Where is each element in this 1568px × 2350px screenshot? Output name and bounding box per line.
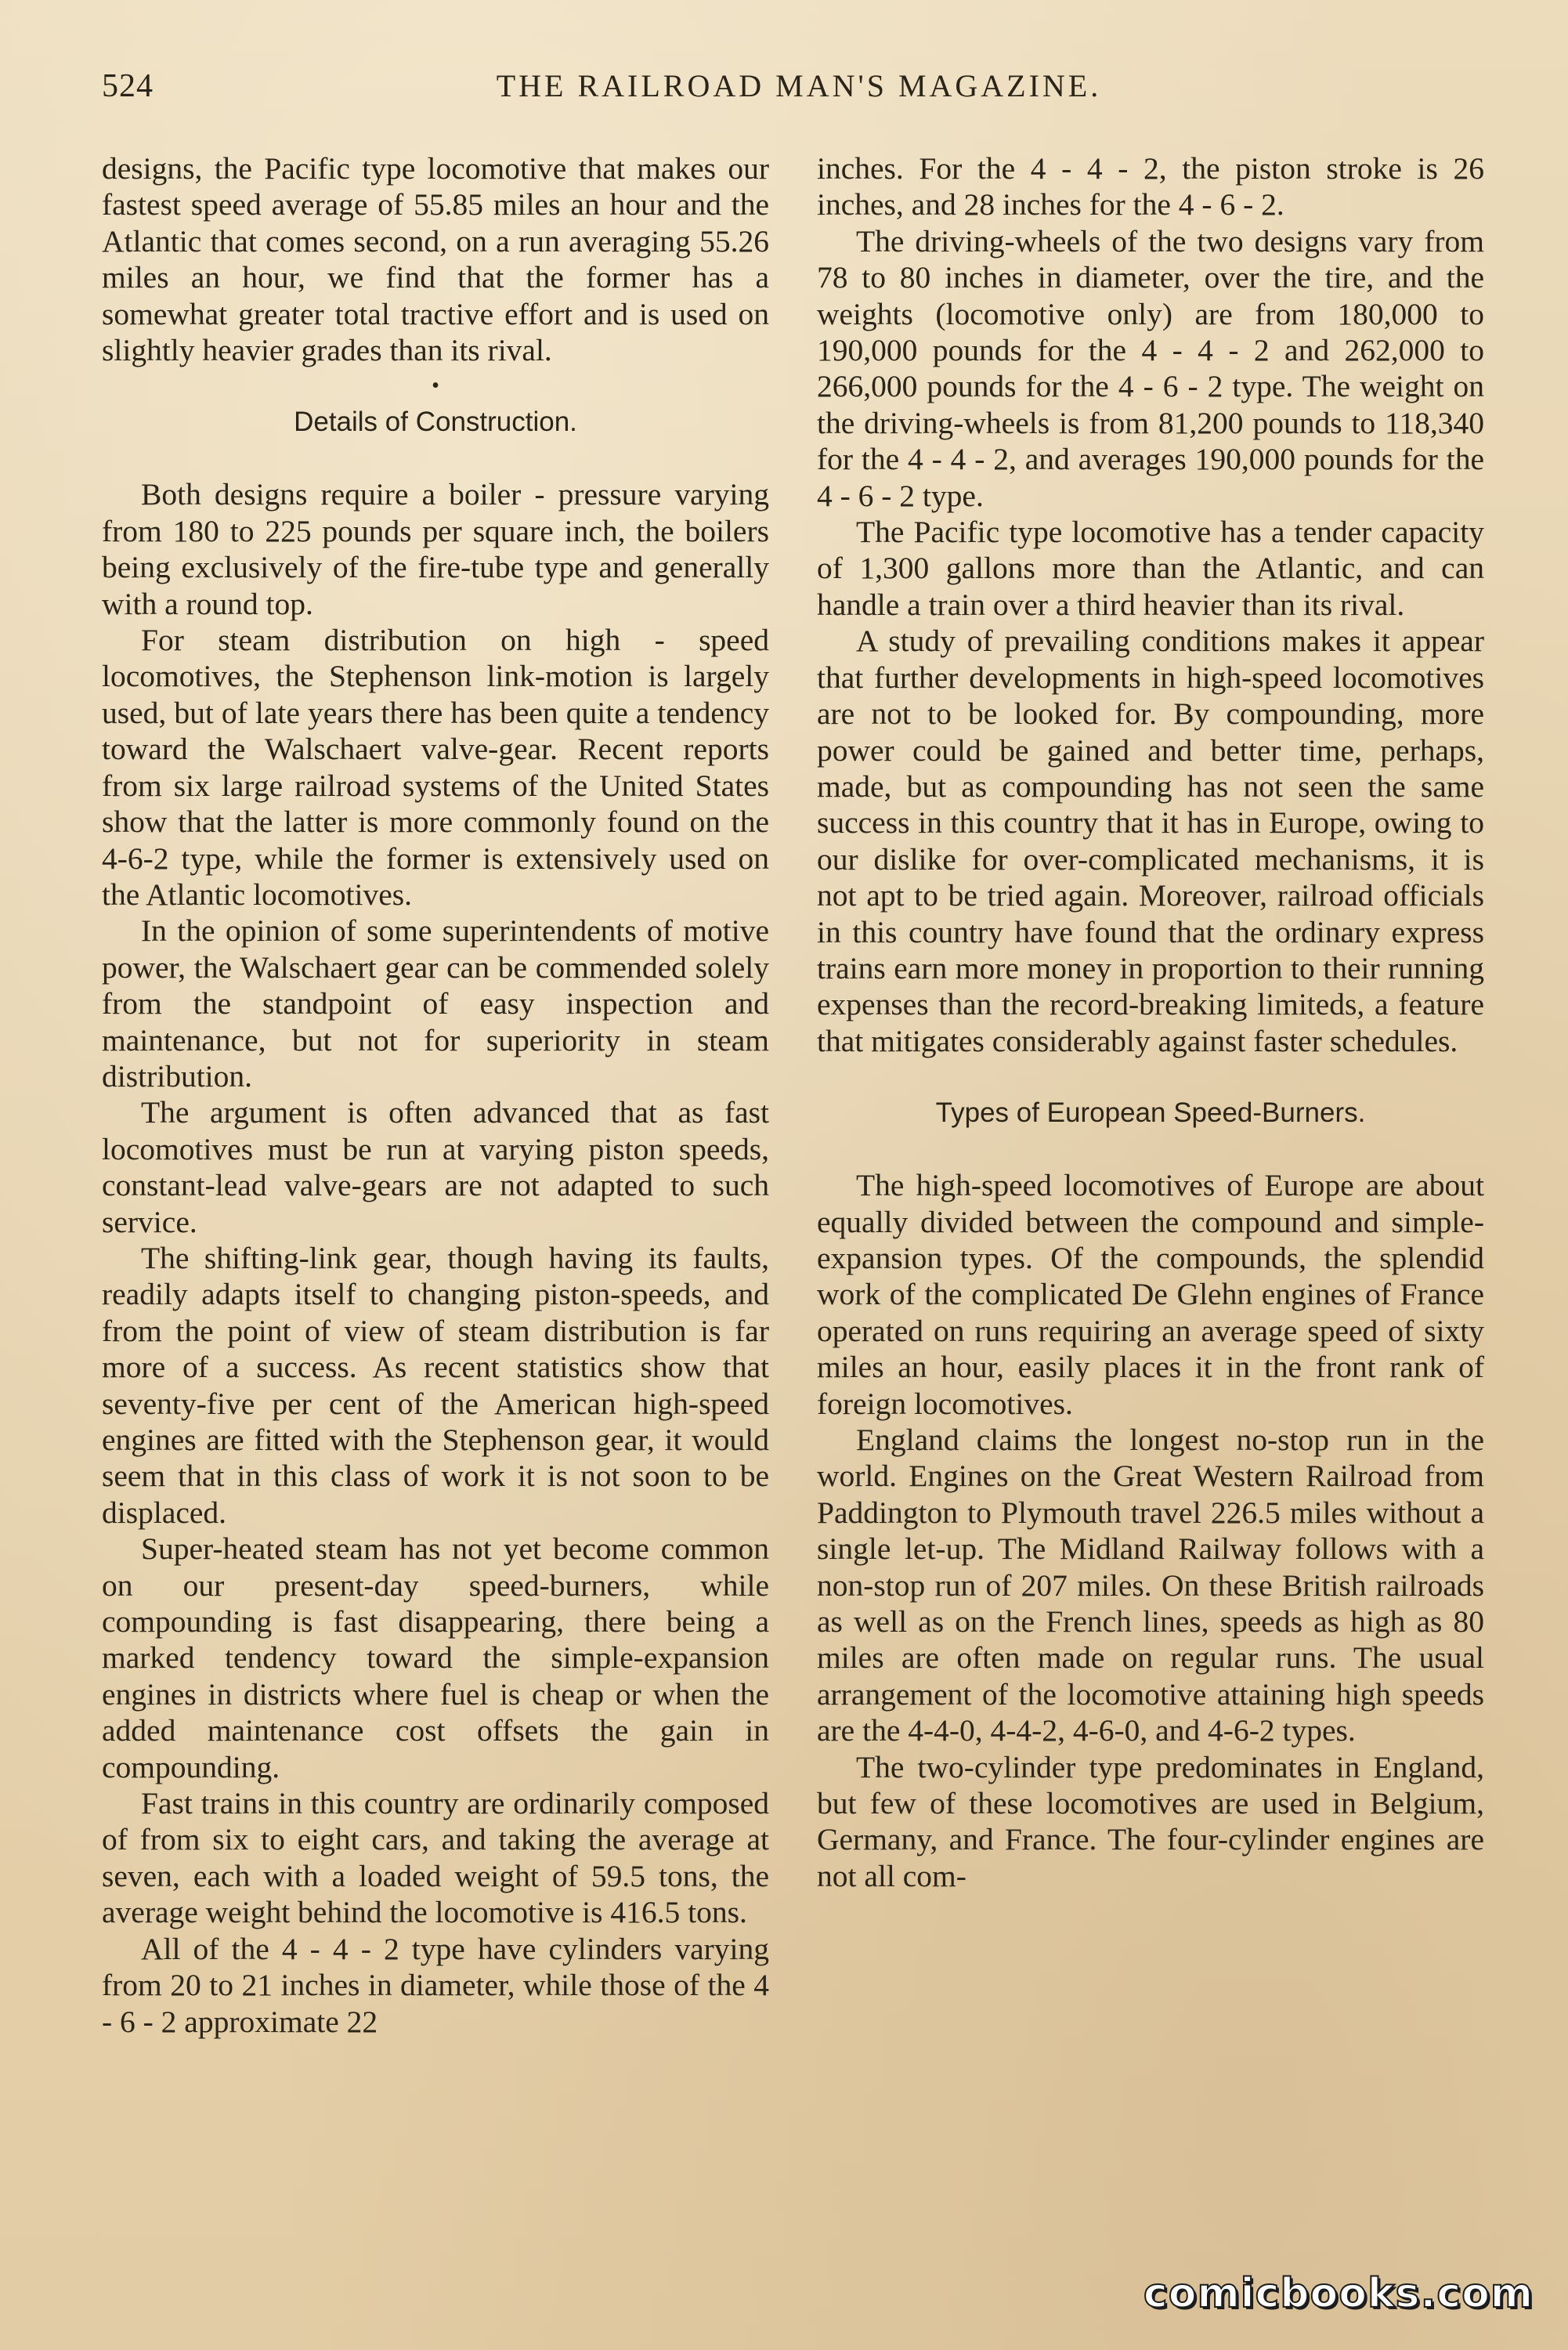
paragraph: The Pacific type locomotive has a tender capacity of 1,300 gallons more than the Atlantic, and can handle a train over a third heavier than its rival. [817, 515, 1484, 622]
paragraph: The driving-wheels of the two designs vary from 78 to 80 inches in diameter, over the tire, and the weights (locomotive only) are from 180,000 to 190,000 pounds for the 4 - 4 - 2 and 262,000 to 266,000 pounds for the 4 - 6 - 2 type. The weight on the driving-wheels is from 81,200 pounds to 118,340 for the 4 - 4 - 2, and averages 190,000 pounds for the 4 - 6 - 2 type. [817, 223, 1484, 513]
paragraph: designs, the Pacific type locomotive that makes our fastest speed average of 55.85 miles an hour and the Atlantic that comes second, on a run averaging 55.26 miles an hour, we find that the former has a somewhat greater total tractive effort and is used on slightly heavier grades than its rival. [102, 151, 769, 368]
paragraph: Super-heated steam has not yet become common on our present-day speed-burners, while compounding is fast disappearing, there being a marked tendency toward the simple-expansion engines in districts where fuel is cheap or when the added maintenance cost offsets the gain in compounding. [102, 1531, 769, 1784]
left-column [102, 150, 769, 2040]
paragraph: In the opinion of some superintendents of motive power, the Walschaert gear can be commended solely from the standpoint of easy inspection and maintenance, but not for superiority in steam distribution. [102, 913, 769, 1094]
paragraph: Both designs require a boiler - pressure varying from 180 to 225 pounds per square inch, the boilers being exclusively of the fire-tube type and generally with a round top. [102, 477, 769, 621]
right-column [817, 150, 1484, 1894]
paragraph: The high-speed locomotives of Europe are about equally divided between the compound and simple-expansion types. Of the compounds, the splendid work of the complicated De Glehn engines of France operated on runs requiring an average speed of sixty miles an hour, easily places it in the front rank of foreign locomotives. [817, 1168, 1484, 1421]
page-header [102, 67, 1496, 114]
paragraph: The two-cylinder type predominates in England, but few of these locomotives are used in Belgium, Germany, and France. The four-cylinder engines are not all com- [817, 1749, 1484, 1893]
spacer [102, 440, 769, 476]
section-heading-details-of-construction: Details of Construction. [294, 407, 577, 438]
paragraph: inches. For the 4 - 4 - 2, the piston stroke is 26 inches, and 28 inches for the 4 - 6 - 2. [817, 151, 1484, 222]
running-title: THE RAILROAD MAN'S MAGAZINE. [496, 68, 1102, 103]
spacer [817, 1059, 1484, 1095]
site-watermark: comicbooks.com [1143, 2270, 1534, 2317]
spacer [817, 1131, 1484, 1167]
page-number: 524 [102, 68, 154, 104]
paragraph: For steam distribution on high - speed locomotives, the Stephenson link-motion is largely used, but of late years there has been quite a tendency toward the Walschaert valve-gear. Recent reports from six large railroad systems of the United States show that the latter is more commonly found on the 4-6-2 type, while the former is extensively used on the Atlantic locomotives. [102, 623, 769, 912]
paragraph: England claims the longest no-stop run in the world. Engines on the Great Western Railroad from Paddington to Plymouth travel 226.5 miles without a single let-up. The Midland Railway follows with a non-stop run of 207 miles. On these British railroads as well as on the French lines, speeds as high as 80 miles are often made on regular runs. The usual arrangement of the locomotive attaining high speeds are the 4-4-0, 4-4-2, 4-6-0, and 4-6-2 types. [817, 1423, 1484, 1748]
section-heading-european-speed-burners: Types of European Speed-Burners. [935, 1097, 1366, 1129]
paragraph: All of the 4 - 4 - 2 type have cylinders varying from 20 to 21 inches in diameter, while those of the 4 - 6 - 2 approximate 22 [102, 1931, 769, 2039]
paragraph: A study of prevailing conditions makes it appear that further developments in high-speed locomotives are not to be looked for. By compounding, more power could be gained and better time, perhaps, made, but as compounding has not seen the same success in this country that it has in Europe, owing to our dislike for over-complicated mechanisms, it is not apt to be tried again. Moreover, railroad officials in this country have found that the ordinary express trains earn more money in proportion to their running expenses than the record-breaking limiteds, a feature that mitigates considerably against faster schedules. [817, 624, 1484, 1058]
paragraph: The shifting-link gear, though having its faults, readily adapts itself to changing piston-speeds, and from the point of view of steam distribution is far more of a success. As recent statistics show that seventy-five per cent of the American high-speed engines are fitted with the Stephenson gear, it would seem that in this class of work it is not soon to be displaced. [102, 1240, 769, 1530]
paragraph: The argument is often advanced that as fast locomotives must be run at varying piston speeds, constant-lead valve-gears are not adapted to such service. [102, 1095, 769, 1239]
separator-dot: • [432, 374, 439, 399]
paragraph: Fast trains in this country are ordinarily composed of from six to eight cars, and taking the average at seven, each with a loaded weight of 59.5 tons, the average weight behind the locomotive is 416.5 tons. [102, 1786, 769, 1930]
